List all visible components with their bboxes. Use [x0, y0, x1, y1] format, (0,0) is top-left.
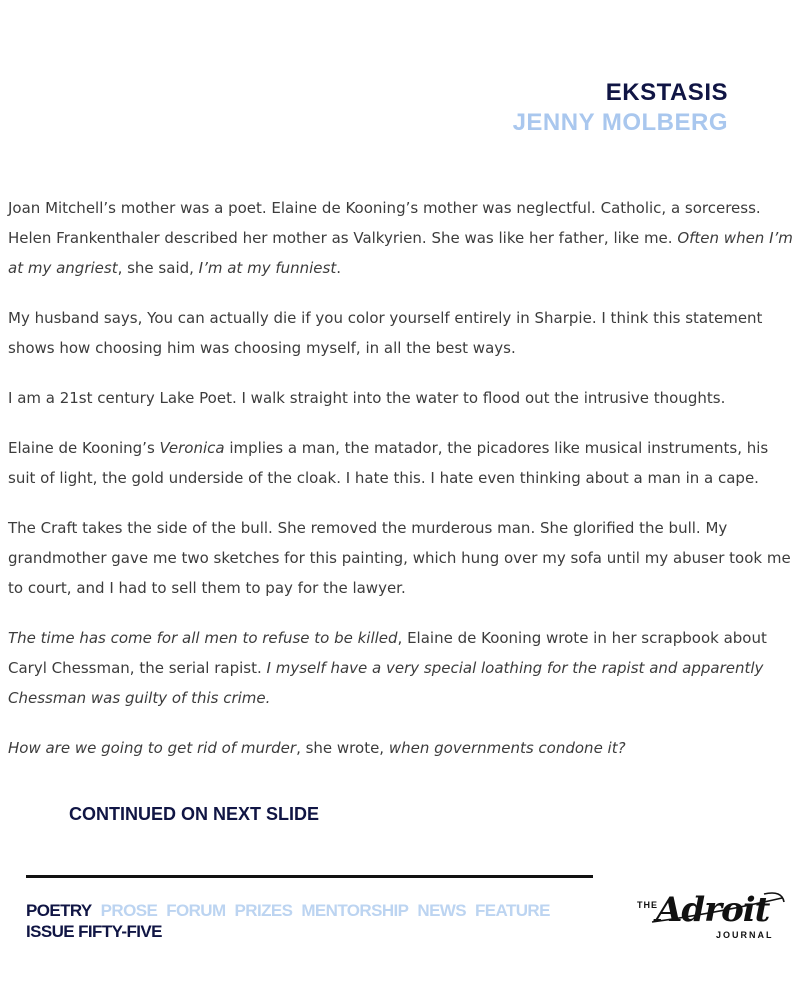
title-block — [513, 78, 728, 138]
paragraph-4 — [8, 433, 798, 493]
italic-text: The time has come for all men to refuse to be killed — [8, 629, 398, 647]
text: implies a man, the matador, the picadores like musical instruments, his suit of light, the gold underside of the cloak. I hate this. I hate even thinking about a man in a cape. — [8, 439, 769, 487]
paragraph-3: I am a 21st century Lake Poet. I walk straight into the water to flood out the intrusive thoughts. — [8, 389, 726, 407]
nav-feature[interactable]: FEATURE — [475, 901, 550, 920]
adroit-journal-logo[interactable] — [632, 888, 787, 948]
paragraph-6 — [8, 623, 798, 713]
logo-journal: JOURNAL — [716, 930, 774, 940]
nav-poetry[interactable]: POETRY — [26, 901, 92, 920]
nav-prizes[interactable]: PRIZES — [234, 901, 293, 920]
logo-the: THE — [637, 900, 658, 910]
nav-forum[interactable]: FORUM — [166, 901, 226, 920]
paragraph-7 — [8, 733, 798, 763]
nav-prose[interactable]: PROSE — [100, 901, 158, 920]
nav-news[interactable]: NEWS — [417, 901, 466, 920]
paragraph-1 — [8, 193, 798, 283]
italic-text: Veronica — [159, 439, 225, 457]
poem-title: EKSTASIS — [605, 79, 728, 106]
text: Joan Mitchell’s mother was a poet. Elaine de Kooning’s mother was neglectful. Catholic, a sorceress. Helen Frankenthaler described her mother as Valkyrien. She was like her father, like me. — [8, 199, 761, 247]
footer-nav — [26, 901, 559, 921]
italic-text: when governments condone it? — [388, 739, 626, 757]
text: , she wrote, — [296, 739, 389, 757]
text: Elaine de Kooning’s — [8, 439, 160, 457]
text: , she said, — [117, 259, 199, 277]
poem-body — [8, 193, 798, 783]
italic-text: Often when I’m at my angriest — [8, 229, 793, 277]
text: , Elaine de Kooning wrote in her scrapbook about Caryl Chessman, the serial rapist. — [8, 629, 767, 677]
footer-divider — [26, 875, 593, 878]
italic-text: I myself have a very special loathing for the rapist and apparently Chessman was guilty of this crime. — [8, 659, 764, 707]
logo-wordmark: Adroit — [656, 890, 770, 930]
italic-text: I’m at my funniest — [198, 259, 337, 277]
paragraph-5: The Craft takes the side of the bull. She removed the murderous man. She glorified the bull. My grandmother gave me two sketches for this painting, which hung over my sofa until my abuser took me to court, and I had to sell them to pay for the lawyer. — [8, 519, 791, 597]
paragraph-2: My husband says, You can actually die if you color yourself entirely in Sharpie. I think this statement shows how choosing him was choosing myself, in all the best ways. — [8, 309, 763, 357]
poet-name: JENNY MOLBERG — [512, 109, 728, 136]
issue-label: ISSUE FIFTY-FIVE — [26, 922, 162, 941]
nav-mentorship[interactable]: MENTORSHIP — [301, 901, 409, 920]
text: . — [336, 259, 342, 277]
continued-label: CONTINUED ON NEXT SLIDE — [69, 804, 320, 824]
italic-text: How are we going to get rid of murder — [8, 739, 297, 757]
